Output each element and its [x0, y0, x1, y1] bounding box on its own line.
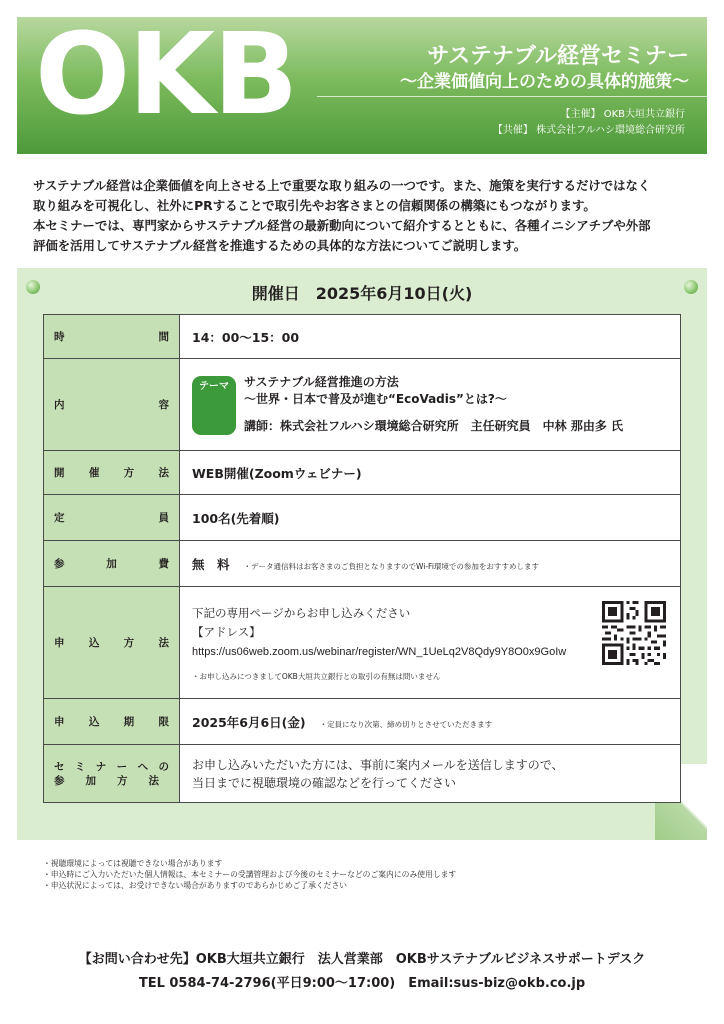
table-row: [44, 495, 681, 541]
intro-line: 本セミナーでは、専門家からサステナブル経営の最新動向について紹介するとともに、各種イニシアチブや外部: [33, 218, 651, 233]
seminar-title: サステナブル経営セミナー: [427, 44, 689, 69]
row-label-deadline: 申 込 期 限: [44, 699, 180, 745]
table-row: [44, 541, 681, 587]
table-row: [44, 699, 681, 745]
fee-note: ・データ通信料はお客さまのご負担となりますのでWi-Fi環境での参加をおすすめします: [243, 561, 539, 571]
intro-line: サステナブル経営は企業価値を向上させる上で重要な取り組みの一つです。また、施策を実行するだけではなく: [33, 178, 651, 193]
theme-title: サステナブル経営推進の方法: [244, 375, 399, 389]
table-row: [44, 451, 681, 495]
deadline-value: [180, 699, 681, 745]
address-heading: 【アドレス】: [192, 624, 261, 639]
registration-link[interactable]: https://us06web.zoom.us/webinar/register/WN_1UeLq2V8Qdy9Y8O0x9GoIw: [192, 645, 567, 658]
row-label-capacity: 定 員: [44, 495, 180, 541]
time-value: 14：00〜15：00: [180, 315, 681, 359]
row-label-apply: 申 込 方 法: [44, 587, 180, 699]
row-label-content: 内 容: [44, 359, 180, 451]
row-label-join: セ ミ ナ ー へ の 参 加 方 法: [44, 745, 180, 803]
footnote: ・視聴環境によっては視聴できない場合があります: [43, 859, 223, 868]
qr-code-icon[interactable]: [602, 601, 666, 665]
join-line: 当日までに視聴環境の確認などを行ってください: [192, 775, 457, 790]
row-label-fee: 参 加 費: [44, 541, 180, 587]
deadline-note: ・定員になり次第、締め切りとさせていただきます: [319, 719, 493, 729]
header-divider: [317, 96, 707, 97]
apply-value: [180, 587, 681, 699]
intro-text: [33, 176, 703, 256]
apply-note: ・お申し込みにつきましてOKB大垣共立銀行との取引の有無は問いません: [192, 671, 441, 681]
host-label: 【主催】 OKB大垣共立銀行: [560, 109, 685, 120]
join-line: お申し込みいただいた方には、事前に案内メールを送信しますので、: [192, 757, 564, 772]
row-label-time: 時 間: [44, 315, 180, 359]
table-row: [44, 587, 681, 699]
content-value: [180, 359, 681, 451]
intro-line: 評価を活用してサステナブル経営を推進するための具体的な方法についてご説明します。: [33, 238, 527, 253]
table-row: [44, 745, 681, 803]
fee-text: 無 料: [192, 556, 230, 572]
contact-info: [0, 948, 724, 996]
fee-value: [180, 541, 681, 587]
speaker-info: 講師：株式会社フルハシ環境総合研究所 主任研究員 中林 那由多 氏: [244, 419, 624, 433]
theme-subtitle: 〜世界・日本で普及が進む“EcoVadis”とは?〜: [244, 392, 507, 406]
table-row: [44, 359, 681, 451]
header-banner: [17, 10, 707, 154]
intro-line: 取り組みを可視化し、社外にPRすることで取引先やお客さまとの信頼関係の構築にもつながります。: [33, 198, 596, 213]
contact-line: TEL 0584-74-2796(平日9:00〜17:00) Email:sus-biz@okb.co.jp: [138, 976, 586, 991]
join-value: [180, 745, 681, 803]
row-label-method: 開 催 方 法: [44, 451, 180, 495]
deadline-text: 2025年6月6日(金): [192, 714, 306, 730]
event-date: 開催日 2025年6月10日(火): [251, 284, 473, 303]
capacity-value: 100名(先着順): [180, 495, 681, 541]
contact-line: 【お問い合わせ先】OKB大垣共立銀行 法人営業部 OKBサステナブルビジネスサポートデスク: [78, 952, 646, 967]
apply-instruction: 下記の専用ページからお申し込みください: [192, 605, 411, 620]
cohost-label: 【共催】 株式会社フルハシ環境総合研究所: [492, 125, 685, 136]
event-details-table: [43, 314, 681, 803]
seminar-subtitle: 〜企業価値向上のための具体的施策〜: [400, 72, 689, 92]
footnotes: [43, 858, 456, 891]
theme-badge: テーマ: [192, 376, 236, 435]
method-value: WEB開催(Zoomウェビナー): [180, 451, 681, 495]
footnote: ・申込状況によっては、お受けできない場合がありますのであらかじめご了承ください: [43, 881, 348, 890]
footnote: ・申込時にご入力いただいた個人情報は、本セミナーの受講管理および今後のセミナーなどのご案内にのみ使用します: [43, 870, 457, 879]
okb-logo: OKB: [35, 10, 297, 140]
table-row: [44, 315, 681, 359]
